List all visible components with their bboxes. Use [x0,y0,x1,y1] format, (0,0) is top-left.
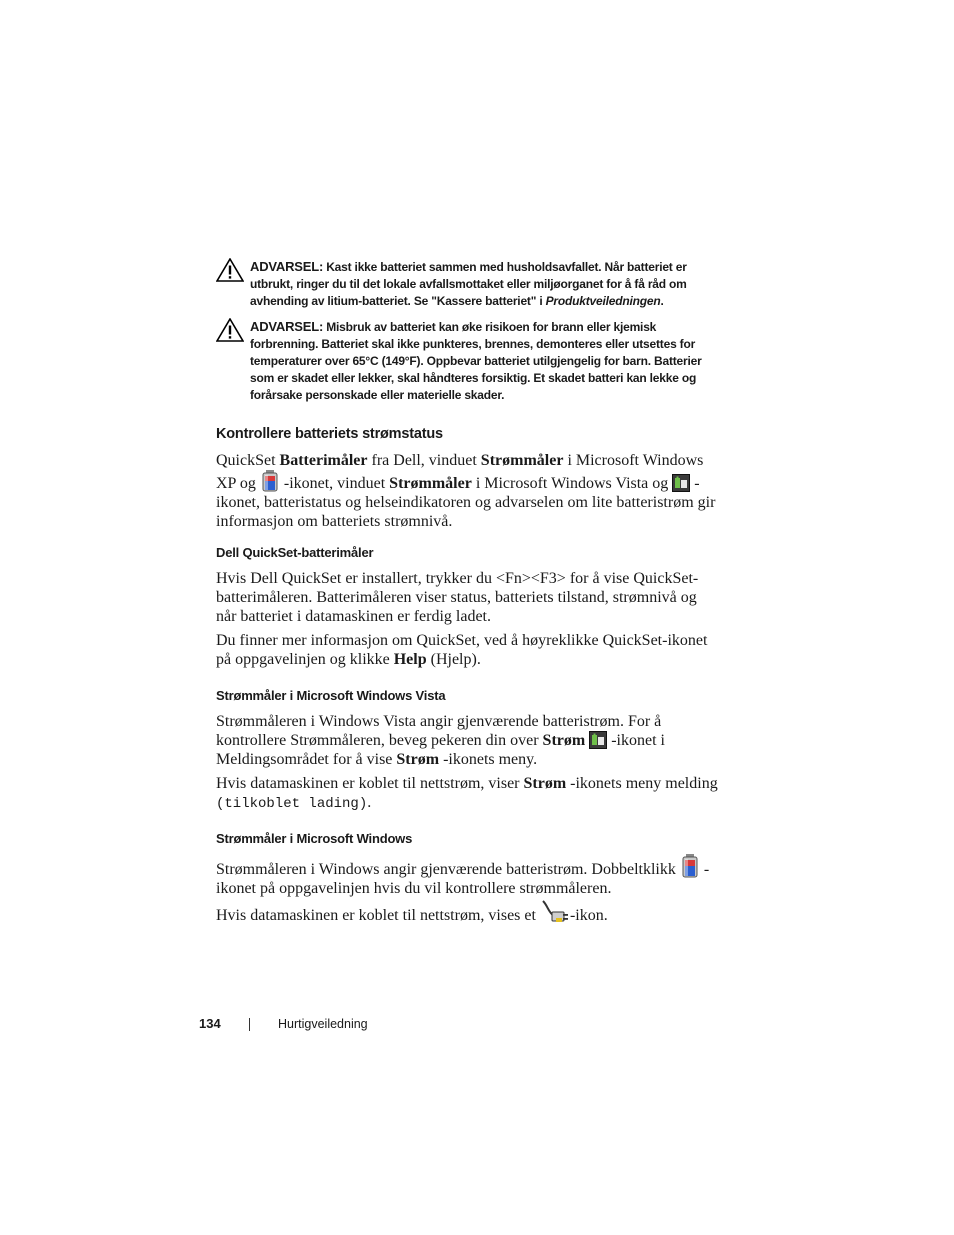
text: Strømmåleren i Windows Vista angir gjenværende batteristrøm. For å kontrollere Strømmåleren, beveg pekeren din over [216,713,662,749]
text: -ikon. [569,907,608,924]
subheading-windows: Strømmåler i Microsoft Windows [216,831,413,846]
text: -ikonet, vinduet [279,475,390,492]
battery-meter-icon [260,470,280,492]
page-number: 134 [199,1016,221,1031]
text: Hvis datamaskinen er koblet til nettstrøm, viser [216,775,524,792]
vista-paragraph-2 [216,774,718,814]
warning-reference: Produktveiledningen [545,294,661,308]
warning-label: ADVARSEL: [250,259,324,274]
warning-text [250,258,716,310]
warning-battery-misuse [216,318,716,404]
text: i Microsoft Windows Vista og [471,475,673,492]
status-message: (tilkoblet lading) [216,796,368,812]
windows-paragraph-1 [216,854,718,898]
warning-label: ADVARSEL: [250,319,324,334]
footer-divider [249,1018,250,1031]
text: . [367,794,372,811]
intro-paragraph [216,451,718,531]
text: -ikonet i Meldingsområdet for å vise [216,732,665,768]
bold-term: Batterimåler [279,452,368,469]
warning-body: Kast ikke batteriet sammen med husholdsavfallet. Når batteriet er utbrukt, ringer du til det lokale avfallsmottaket eller miljøorganet for å få råd om avhending av litium-batteriet. Se "Kassere batteriet" i [250,260,687,308]
warning-body-end: . [660,294,664,308]
bold-term: Strøm [396,751,440,768]
warning-triangle-icon [216,258,244,282]
bold-term: Strøm [523,775,567,792]
warning-triangle-icon [216,318,244,342]
bold-term: Strømmåler [389,475,472,492]
quickset-paragraph-1: Hvis Dell QuickSet er installert, trykker du <Fn><F3> for å vise QuickSet-batterimåleren. Batterimåleren viser status, batteriets tilstand, strømnivå og når batteriet i datamaskinen er ferdig ladet. [216,570,699,625]
text: (Hjelp). [426,651,481,668]
battery-meter-icon [680,854,700,878]
vista-power-icon [589,731,607,749]
warning-body: Misbruk av batteriet kan øke risikoen for brann eller kjemisk forbrenning. Batteriet skal ikke punkteres, brennes, demonteres eller utsettes for temperaturer over 65°C (149°F). Oppbevar batteriet utilgjengelig for barn. Batterier som er skadet eller lekker, skal håndteres forsiktig. Et skadet batteri kan lekke og forårsake personskade eller materielle skader. [250,320,702,402]
text: Strømmåleren i Windows angir gjenværende batteristrøm. Dobbeltklikk [216,861,680,878]
vista-power-icon [672,474,690,492]
text: -ikonets meny melding [566,775,718,792]
bold-term: Help [393,651,427,668]
subheading-quickset: Dell QuickSet-batterimåler [216,545,374,560]
text: Du finner mer informasjon om QuickSet, ved å høyreklikke QuickSet-ikonet på oppgavelinjen og klikke [216,632,708,668]
text: -ikonets meny. [439,751,538,768]
text: -ikonet på oppgavelinjen hvis du vil kontrollere strømmåleren. [216,861,710,897]
text: i Microsoft Windows XP og [216,452,704,492]
warning-battery-disposal [216,258,716,310]
quickset-paragraph-2 [216,631,718,669]
warning-text [250,318,716,404]
footer-title: Hurtigveiledning [278,1017,368,1031]
text: QuickSet [216,452,280,469]
section-heading: Kontrollere batteriets strømstatus [216,426,443,442]
bold-term: Strømmåler [480,452,564,469]
text: Hvis datamaskinen er koblet til nettstrøm, vises et [216,907,540,924]
vista-paragraph-1 [216,712,718,769]
text: fra Dell, vinduet [367,452,481,469]
windows-paragraph-2 [216,898,718,925]
ac-power-plug-icon [540,898,570,924]
text: -ikonet, batteristatus og helseindikatoren og advarselen om lite batteristrøm gir informasjon om batteriets strømnivå. [216,475,716,530]
bold-term: Strøm [542,732,586,749]
subheading-vista: Strømmåler i Microsoft Windows Vista [216,688,446,703]
